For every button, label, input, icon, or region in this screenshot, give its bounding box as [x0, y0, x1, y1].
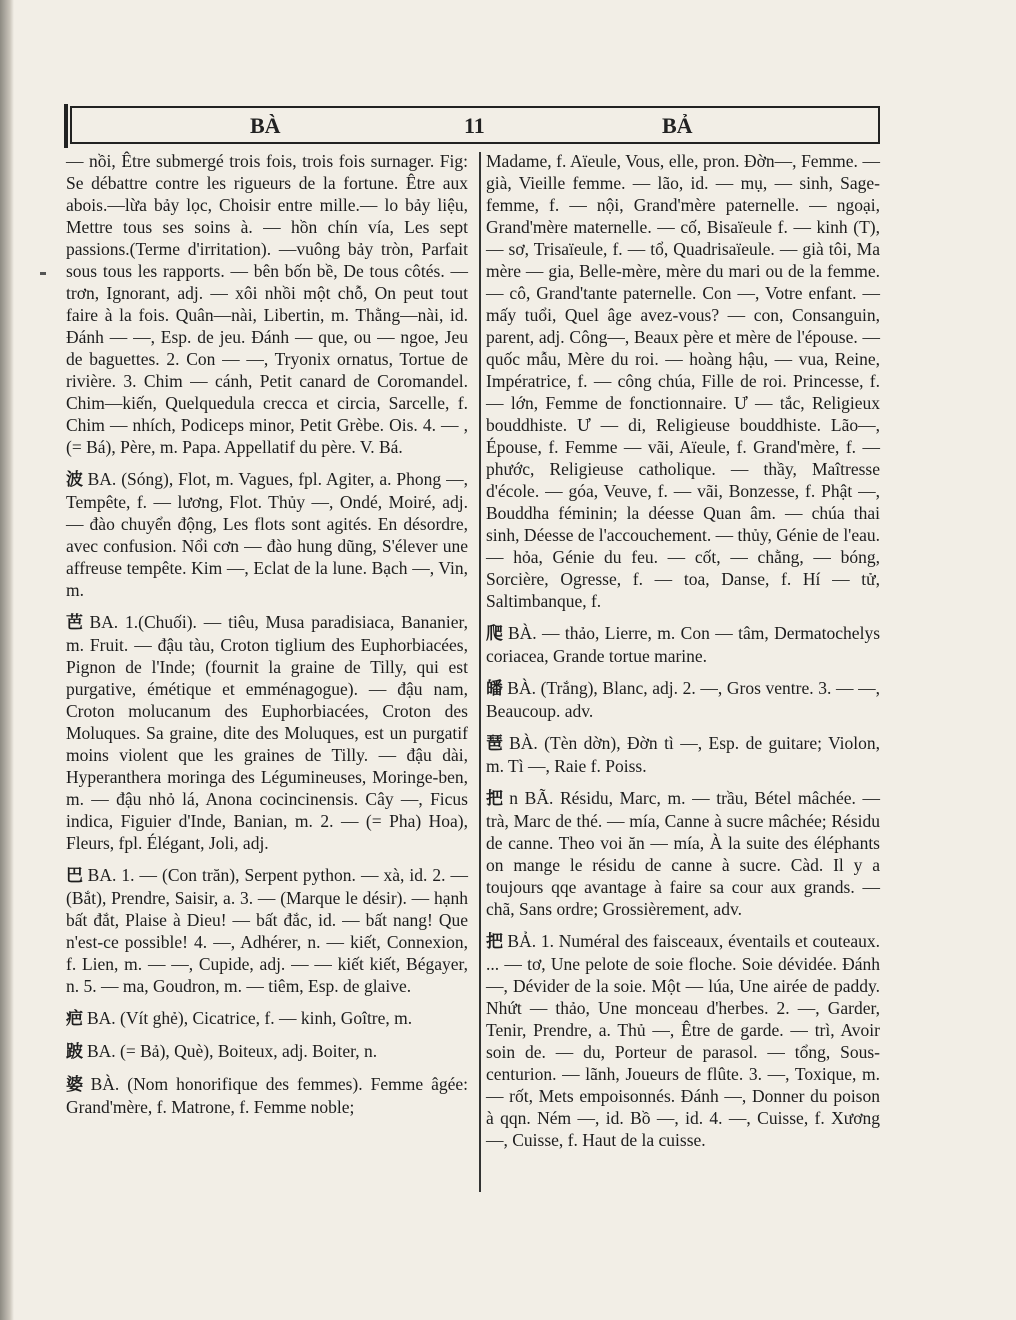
header-right-guide-word: BẢ — [662, 113, 693, 138]
dictionary-entry — [66, 150, 468, 458]
dictionary-entry — [66, 1073, 468, 1118]
dictionary-entry — [486, 787, 880, 920]
dictionary-entry — [66, 468, 468, 601]
entry-character: 琶 — [486, 734, 506, 754]
entry-text: BÀ. (Tèn dờn), Đờn tì —, Esp. de guitare; Violon, m. Tì —, Raie f. Poiss. — [486, 733, 881, 776]
entry-character: 婆 — [66, 1075, 87, 1095]
dictionary-entry — [66, 611, 468, 854]
page-binding-edge — [0, 0, 14, 1320]
entry-text: BA. 1.(Chuối). — tiêu, Musa paradisiaca, Bananier, m. Fruit. — đậu tàu, Croton tiglium des Euphorbiacées, Pignon de l'Inde; (fournit la graine de Tilly, qui est purgative, émétique et emménagogue). — đậu nam, Croton molucanum des Euphorbiacées, Croton des Moluques. Sa graine, dite des Moluques, est un purgatif moins violent que les graines de Tilly. — đậu dài, Hyperanthera moringa des Légumineuses, Moringe-ben, m. — đậu nhỏ lá, Anona cocincinensis. Cây —, Ficus indica, Figuier d'Inde, Banian, m. 2. — (= Pha) Hoa), Fleurs, fpl. Élégant, Joli, adj. — [66, 612, 469, 853]
entry-character: 跛 — [66, 1042, 83, 1062]
entry-text: BẢ. 1. Numéral des faisceaux, éventails et couteaux. ... — tơ, Une pelote de soie floche. Soie dévidée. Đánh —, Dévider de la soie. Một — lúa, Une airée de paddy. Nhứt — thảo, Une monceau d'herbes. 2. —, Garder, Tenir, Prendre, a. Thủ —, Être de garde. — trì, Avoir soin de. — du, Porteur de parasol. — tổng, Sous-centurion. — lãnh, Joueurs de flûte. 3. —, Toxique, m. — rốt, Mets empoisonnés. Đánh —, Donner du poison à qqn. Ném —, id. Bồ —, id. 4. —, Cuisse, f. Xương —, Cuisse, f. Haut de la cuisse. — [486, 931, 880, 1150]
entry-character: 疤 — [66, 1009, 83, 1029]
dictionary-entry — [486, 677, 880, 722]
dictionary-entry — [66, 1007, 468, 1030]
entry-text: n BÃ. Résidu, Marc, m. — trầu, Bétel mâchée. — trà, Marc de thé. — mía, Canne à sucre mâchée; Résidu de canne. Theo voi ăn — mía, À la suite des éléphants on mange le résidu de canne à sucre. Càd. Il y a toujours qqe avantage à faire sa cour aux grands. — chã, Sans ordre; Grossièrement, adv. — [486, 788, 881, 919]
dictionary-entry — [66, 864, 468, 997]
entry-text: BÀ. — thảo, Lierre, m. Con — tâm, Dermatochelys coriacea, Grande tortue marine. — [486, 623, 880, 666]
header-left-guide-word: BÀ — [250, 113, 281, 138]
entry-character: 波 — [66, 470, 84, 490]
column-divider — [479, 152, 481, 1192]
entry-text: BA. (= Bả), Què), Boiteux, adj. Boiter, n. — [87, 1041, 378, 1061]
dictionary-entry — [486, 150, 880, 612]
page-number: 11 — [464, 113, 485, 138]
entry-character: 巴 — [66, 866, 84, 886]
entry-character: 皤 — [486, 679, 504, 699]
entry-character: 爬 — [486, 624, 504, 644]
entry-character: 把 — [486, 789, 506, 809]
margin-mark — [40, 272, 46, 275]
entry-character: 把 — [486, 932, 504, 952]
entry-text: BÀ. (Nom honorifique des femmes). Femme âgée: Grand'mère, f. Matrone, f. Femme noble; — [66, 1074, 468, 1117]
header-left-rule — [64, 104, 68, 148]
right-column — [486, 150, 880, 1161]
entry-text: Madame, f. Aïeule, Vous, elle, pron. Đờn—, Femme. — già, Vieille femme. — lão, id. — mụ, — sinh, Sage-femme, f. — nội, Grand'mère paternelle. — ngoại, Grand'mère maternelle. — cố, Bisaïeule f. — kinh (T), — sơ, Trisaïeule, f. — tổ, Quadrisaïeule. — già tôi, Ma mère — gia, Belle-mère, mère du mari ou de la femme. — cô, Grand'tante paternelle. Con —, Votre enfant. — mấy tuổi, Quel âge avez-vous? — con, Consanguin, parent, adj. Công—, Beaux père et mère de l'épouse. — quốc mẫu, Mère du roi. — hoàng hậu, — vua, Reine, Impératrice, f. — công chúa, Fille de roi. Princesse, f. — lớn, Femme de fonctionnaire. Ư — tắc, Religieux bouddhiste. Ư — di, Religieuse bouddhiste. Lão—, Épouse, f. Femme — vãi, Aïeule, f. Grand'mère, f. — phước, Religieuse catholique. — thầy, Maîtresse d'école. — góa, Veuve, f. — vãi, Bonzesse, f. Phật —, Bouddha féminin; la déesse Quan âm. — chúa thai sinh, Déesse de l'accouchement. — thủy, Génie de l'eau. — hỏa, Génie du feu. — cốt, — chằng, — bóng, Sorcière, Ogresse, f. — toa, Danse, f. Hí — tử, Saltimbanque, f. — [486, 151, 880, 611]
dictionary-entry — [486, 732, 880, 777]
left-column — [66, 150, 468, 1128]
entry-text: BA. 1. — (Con trăn), Serpent python. — xà, id. 2. — (Bắt), Prendre, Saisir, a. 3. — (Marque le désir). — hạnh bất đắt, Plaise à Dieu! — bất đắc, id. — bất nang! Que n'est-ce possible! 4. —, Adhérer, n. — kiết, Connexion, f. Lien, m. — —, Cupide, adj. — — kiết kiết, Bégayer, n. 5. — ma, Goudron, m. — tiêm, Esp. de glaive. — [66, 865, 469, 996]
dictionary-entry — [486, 622, 880, 667]
entry-text: BÀ. (Trắng), Blanc, adj. 2. —, Gros ventre. 3. — —, Beaucoup. adv. — [486, 678, 881, 721]
entry-text: — nồi, Être submergé trois fois, trois fois surnager. Fig: Se débattre contre les rigueurs de la fortune. Être aux abois.—lừa bảy lọc, Choisir entre mille.— lo bảy liệu, Mettre tous ses soins à. — hồn chín vía, Les sept passions.(Terme d'irritation). —vuông bảy tròn, Parfait sous tous les rapports. — bên bốn bề, De tous côtés. — trơn, Ignorant, adj. — xôi nhồi một chỗ, On peut tout faire à la fois. Quân—nài, Libertin, m. Thằng—nài, id. Đánh — —, Esp. de jeu. Đánh — que, ou — ngoe, Jeu de baguettes. 2. Con — —, Tryonix ornatus, Tortue de rivière. 3. Chim — cánh, Petit canard de Coromandel. Chim—kiến, Quelquedula crecca et circia, Sarcelle, f. Chim — nhích, Podiceps minor, Petit Grèbe. Ois. 4. — , (= Bá), Père, m. Papa. Appellatif du père. V. Bá. — [66, 151, 468, 457]
entry-text: BA. (Vít ghẻ), Cicatrice, f. — kinh, Goître, m. — [87, 1008, 413, 1028]
dictionary-entry — [66, 1040, 468, 1063]
page-header — [70, 106, 880, 144]
dictionary-entry — [486, 930, 880, 1151]
entry-character: 芭 — [66, 613, 86, 633]
entry-text: BA. (Sóng), Flot, m. Vagues, fpl. Agiter, a. Phong —, Tempête, f. — lương, Flot. Thủy —, Ondé, Moiré, adj. — đào chuyển động, Les flots sont agités. En désordre, avec confusion. Nổi cơn — đào hung dũng, S'élever une affreuse tempête. Kim —, Eclat de la lune. Bạch —, Vin, m. — [66, 469, 468, 600]
